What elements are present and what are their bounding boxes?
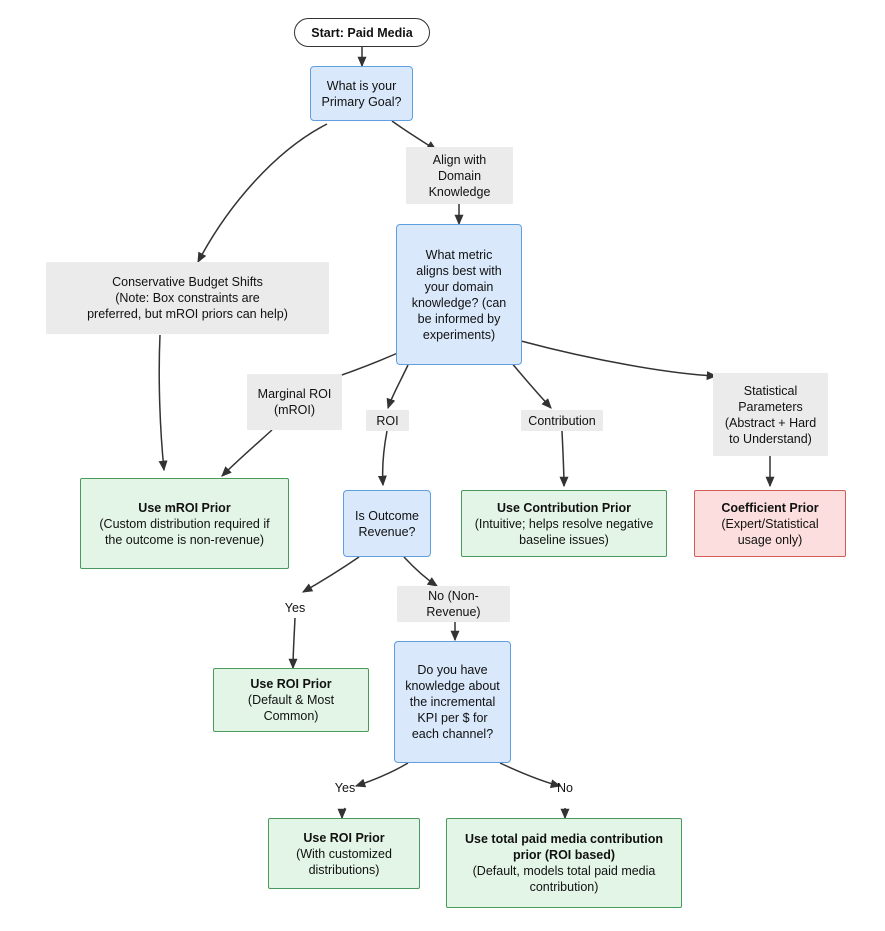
edge-metric-to-statistical-label <box>521 341 716 376</box>
edge-label-roi <box>366 410 409 431</box>
node-metric-line3: your domain <box>424 279 494 294</box>
edge-label-no-non-revenue-line2: Revenue) <box>426 605 481 619</box>
node-coefficient-prior[interactable] <box>694 490 846 557</box>
node-kpi-line5: each channel? <box>411 727 494 741</box>
edge-label-yes-revenue-text: Yes <box>284 600 306 615</box>
edge-label-statistical-line1: Statistical <box>743 383 798 398</box>
node-coefficient-prior-title: Coefficient Prior <box>721 500 819 515</box>
node-use-roi-prior-default-sub: (Default & Most Common) <box>247 693 335 723</box>
node-is-outcome-revenue-line1: Is Outcome <box>355 508 419 523</box>
edge-primary-goal-to-align-label <box>392 121 436 150</box>
node-use-mroi-prior[interactable] <box>80 478 289 569</box>
node-use-roi-prior-custom-sub: (With customized distributions) <box>296 846 392 877</box>
edge-label-no-kpi-text: No <box>557 780 573 795</box>
node-metric-line6: experiments) <box>422 327 496 342</box>
edge-label-marginal-roi-line1: Marginal ROI <box>257 387 332 401</box>
node-is-outcome-revenue[interactable] <box>343 490 431 557</box>
node-kpi-line4: KPI per $ for <box>417 711 488 725</box>
node-kpi-line2: knowledge about <box>405 679 500 693</box>
edge-label-contribution-text: Contribution <box>528 413 596 428</box>
edge-label-align-line1: Align with <box>432 152 487 167</box>
edge-label-conservative-line3: preferred, but mROI priors can help) <box>87 307 288 321</box>
node-total-paid-media-title: Use total paid media contribution prior (ROI based) <box>465 832 663 862</box>
node-metric-line1: What metric <box>425 247 493 262</box>
edge-primary-goal-to-conservative-label <box>198 124 327 262</box>
node-use-mroi-prior-sub: (Custom distribution required if the outcome is non-revenue) <box>99 516 270 547</box>
node-total-paid-media-contribution-prior[interactable] <box>446 818 682 908</box>
node-is-outcome-revenue-line2: Revenue? <box>358 524 416 539</box>
node-coefficient-prior-sub: (Expert/Statistical usage only) <box>721 516 819 547</box>
node-total-paid-media-sub: (Default, models total paid media contribution) <box>472 864 656 894</box>
edge-label-no-non-revenue <box>397 586 510 622</box>
node-kpi-knowledge[interactable] <box>394 641 511 763</box>
node-start-title: Start: Paid Media <box>311 25 413 40</box>
edge-outcome-revenue-to-no-label <box>404 557 437 586</box>
edge-metric-to-roi-label <box>388 365 408 408</box>
edge-outcome-revenue-to-yes-label <box>303 557 359 592</box>
node-metric-line4: knowledge? (can <box>411 295 507 310</box>
edge-contribution-label-to-contribution-prior <box>562 431 564 486</box>
edge-mroi-label-to-mroi-prior <box>222 430 272 476</box>
edge-label-conservative-line2: (Note: Box constraints are <box>115 291 260 305</box>
edge-label-contribution <box>521 410 603 431</box>
edge-label-conservative-line1: Conservative Budget Shifts <box>112 275 263 289</box>
edge-label-statistical-line2: Parameters <box>738 399 803 414</box>
edge-yes-kpi-label-to-roi-prior-custom <box>342 808 345 818</box>
node-use-roi-prior-custom[interactable] <box>268 818 420 889</box>
edge-label-conservative-budget-shifts <box>46 262 329 334</box>
edge-label-align-line2: Domain <box>437 168 482 183</box>
node-use-roi-prior-custom-title: Use ROI Prior <box>303 830 385 845</box>
edge-label-no-kpi <box>548 777 582 798</box>
node-use-roi-prior-default[interactable] <box>213 668 369 732</box>
edge-label-statistical-line4: to Understand) <box>729 431 812 446</box>
edge-yes-label-to-roi-prior-default <box>293 618 295 668</box>
edge-label-yes-revenue <box>274 597 316 618</box>
edge-label-marginal-roi-line2: (mROI) <box>274 403 315 417</box>
node-use-contribution-prior-title: Use Contribution Prior <box>496 500 632 515</box>
node-use-contribution-prior-sub: (Intuitive; helps resolve negative baseline issues) <box>474 516 654 547</box>
edge-label-no-non-revenue-line1: No (Non- <box>428 589 479 603</box>
edge-label-roi-text: ROI <box>376 413 399 428</box>
node-metric-line5: be informed by <box>417 311 501 326</box>
node-start[interactable] <box>294 18 430 47</box>
node-kpi-line3: the incremental <box>409 695 496 709</box>
node-metric-line2: aligns best with <box>416 263 502 278</box>
edge-label-marginal-roi <box>247 374 342 430</box>
node-kpi-line1: Do you have <box>417 663 488 677</box>
edge-label-statistical-parameters <box>713 373 828 456</box>
node-primary-goal[interactable] <box>310 66 413 121</box>
node-metric-alignment[interactable] <box>396 224 522 365</box>
node-use-mroi-prior-title: Use mROI Prior <box>138 500 231 515</box>
edge-label-align-line3: Knowledge <box>428 184 491 199</box>
node-primary-goal-line2: Primary Goal? <box>321 94 402 109</box>
node-primary-goal-line1: What is your <box>326 78 397 93</box>
edge-label-yes-kpi-text: Yes <box>334 780 356 795</box>
edge-label-align-with-domain-knowledge <box>406 147 513 204</box>
edge-label-yes-kpi <box>324 777 366 798</box>
edge-label-statistical-line3: (Abstract + Hard <box>724 415 817 430</box>
edge-conservative-label-to-mroi-prior <box>159 335 164 470</box>
node-use-roi-prior-default-title: Use ROI Prior <box>250 677 332 691</box>
edge-roi-label-to-outcome-revenue <box>383 431 387 485</box>
node-use-contribution-prior[interactable] <box>461 490 667 557</box>
